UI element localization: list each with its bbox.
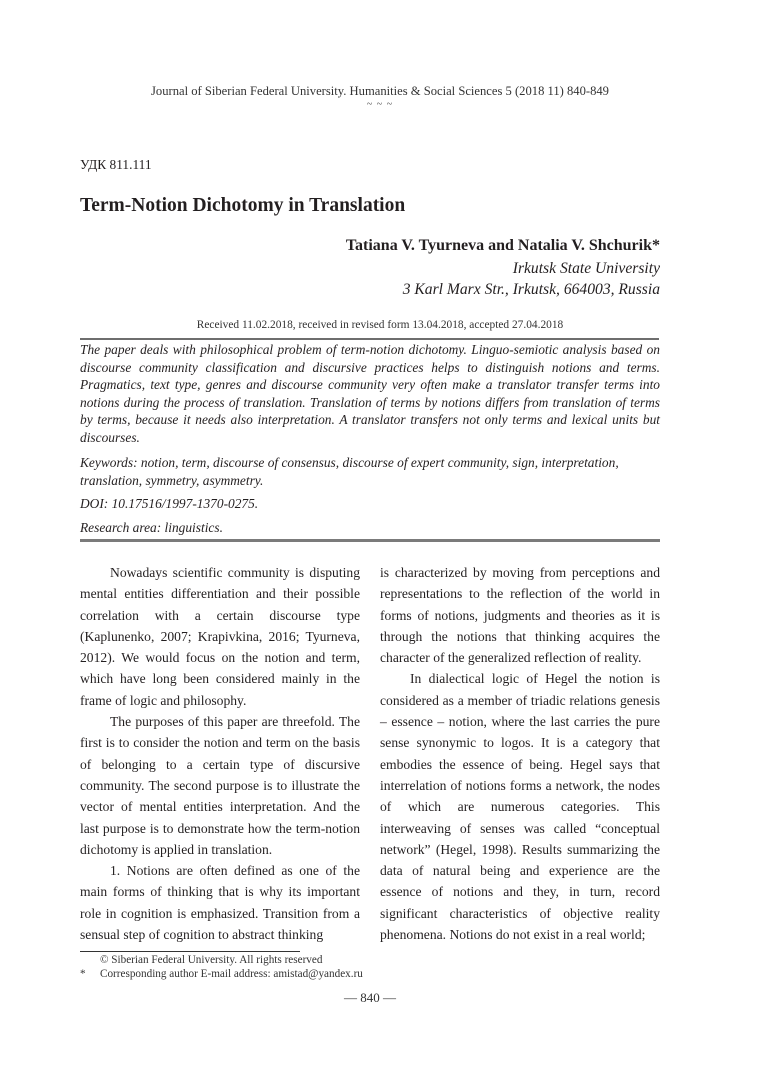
keywords: Keywords: notion, term, discourse of consensus, discourse of expert community, sign, interpretation, translation, symmetry, asymmetry. bbox=[80, 455, 619, 488]
received-dates: Received 11.02.2018, received in revised form 13.04.2018, accepted 27.04.2018 bbox=[196, 319, 564, 331]
footnote-rule bbox=[80, 951, 300, 952]
paper-title: Term-Notion Dichotomy in Translation bbox=[80, 195, 406, 216]
page-number: — 840 — bbox=[344, 990, 396, 1005]
affiliation bbox=[403, 258, 660, 300]
abstract-bottom-rule bbox=[80, 539, 660, 542]
journal-header: Journal of Siberian Federal University. Humanities & Social Sciences 5 (2018 11) 840-849 bbox=[151, 84, 609, 98]
footnote-email: Corresponding author E-mail address: amistad@yandex.ru bbox=[100, 968, 363, 980]
research-area: Research area: linguistics. bbox=[80, 520, 223, 535]
abstract-top-rule bbox=[80, 338, 659, 340]
doi: DOI: 10.17516/1997-1370-0275. bbox=[80, 496, 259, 511]
affiliation-address: 3 Karl Marx Str., Irkutsk, 664003, Russia bbox=[402, 281, 660, 298]
paragraph: 1. Notions are often defined as one of the main forms of thinking that is why its important role in cognition is emphasized. Transition from a sensual step of cognition to abstract thinking bbox=[80, 863, 360, 943]
paragraph: In dialectical logic of Hegel the notion is considered as a member of triadic relations genesis – essence – notion, where the last carries the pure sense synonymic to logos. It is a category that embodies the essence of being. Hegel says that interrelation of notions forms a network, the nodes of which are numerous categories. This interweaving of senses was called “conceptual network” (Hegel, 1998). Results summarizing the data of natural being and experience are the essence of notions and they, in turn, record significant characteristics of objective reality phenomena. Notions do not exist in a real world; bbox=[380, 671, 660, 943]
authors: Tatiana V. Tyurneva and Natalia V. Shchurik* bbox=[345, 237, 660, 254]
paragraph: The purposes of this paper are threefold. The first is to consider the notion and term on the basis of belonging to a certain type of discursive community. The second purpose is to illustrate the vector of mental entities interpretation. And the last purpose is to demonstrate how the term-notion dichotomy is applied in translation. bbox=[80, 714, 360, 857]
footnote-corresponding bbox=[80, 968, 363, 982]
footnote-copyright: © Siberian Federal University. All rights reserved bbox=[100, 954, 323, 966]
paragraph: Nowadays scientific community is disputing mental entities differentiation and their possible correlation with a certain discourse type (Kaplunenko, 2007; Krapivkina, 2016; Tyurneva, 2012). We would focus on the notion and term, which have long been considered mainly in the frame of logic and philosophy. bbox=[80, 565, 360, 708]
udk-code: УДК 811.111 bbox=[80, 157, 152, 172]
header-ornament: ~ ~ ~ bbox=[366, 99, 394, 110]
paragraph: is characterized by moving from perceptions and representations to the reflection of the world in forms of notions, judgments and theories as it is through the notions that thinking acquires the character of the generalized reflection of reality. bbox=[380, 565, 660, 666]
affiliation-institution: Irkutsk State University bbox=[512, 260, 660, 277]
abstract: The paper deals with philosophical problem of term-notion dichotomy. Linguo-semiotic analysis based on discourse community classification and discursive practices helps to distinguish notions and terms. Pragmatics, text type, genres and discourse community very often make a translator transfer terms into notions during the process of translation. Translation of terms by notions differs from translation of terms by terms, because it needs also interpretation. A translator transfers not only terms and lexical units but discourses. bbox=[80, 342, 660, 445]
body-column-right bbox=[380, 562, 660, 945]
body-column-left bbox=[80, 562, 360, 945]
footnote-marker: * bbox=[80, 968, 86, 980]
